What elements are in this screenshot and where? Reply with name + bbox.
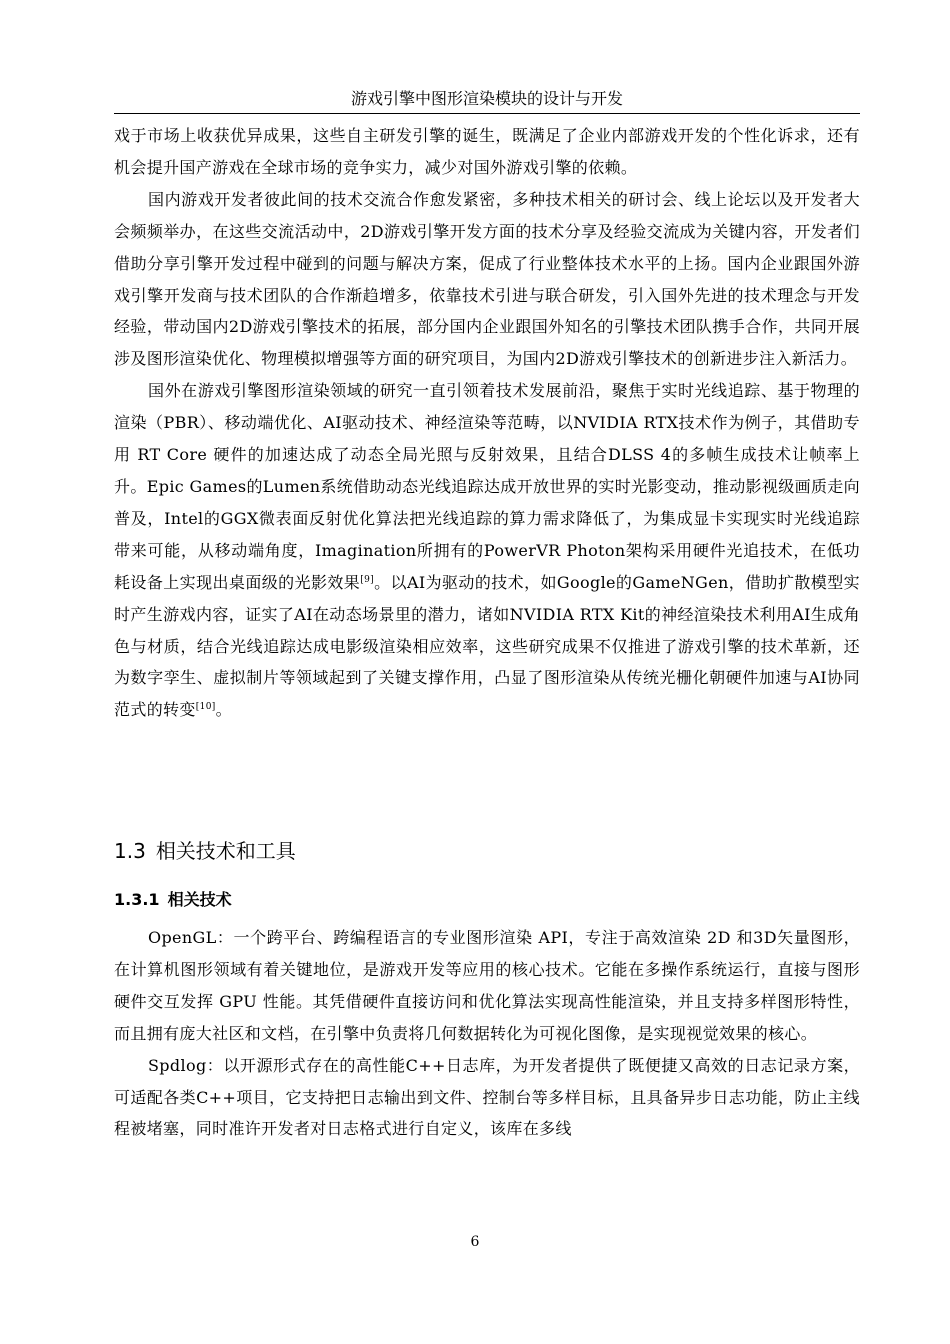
subsection-number: 1.3.1 [114, 890, 160, 909]
running-header: 游戏引擎中图形渲染模块的设计与开发 [350, 89, 623, 108]
header-rule [114, 113, 860, 114]
subsection-title: 相关技术 [167, 890, 232, 909]
paragraph-foreign-research-part2: 。以AI为驱动的技术，如Google的GameNGen，借助扩散模型实时产生游戏内容，证实了AI在动态场景里的潜力，诸如NVIDIA RTX Kit的神经渲染技术利用AI生成角色与材质，结合光线追踪达成电影级渲染相应效率，这些研究成果不仅推进了游戏引擎的技术革新，还为数字孪生、虚拟制片等领域起到了关键支撑作用，凸显了图形渲染从传统光栅化朝硬件加速与AI协同范式的转变 [114, 572, 860, 720]
citation-9: [9] [360, 574, 375, 585]
paragraph-foreign-research-part1: 国外在游戏引擎图形渲染领域的研究一直引领着技术发展前沿，聚焦于实时光线追踪、基于物理的渲染（PBR）、移动端优化、AI驱动技术、神经渲染等范畴，以NVIDIA RTX技术作为例子，其借助专用 RT Core 硬件的加速达成了动态全局光照与反射效果，且结合DLSS 4的多帧生成技术让帧率上升。Epic Games的Lumen系统借助动态光线追踪达成开放世界的实时光影变动，推动影视级画质走向普及，Intel的GGX微表面反射优化算法把光线追踪的算力需求降低了，为集成显卡实现实时光线追踪带来可能，从移动端角度，Imagination所拥有的PowerVR Photon架构采用硬件光追技术，在低功耗设备上实现出桌面级的光影效果 [114, 381, 860, 592]
paragraph-domestic-exchange: 国内游戏开发者彼此间的技术交流合作愈发紧密，多种技术相关的研讨会、线上论坛以及开发者大会频频举办，在这些交流活动中，2D游戏引擎开发方面的技术分享及经验交流成为关键内容，开发者们借助分享引擎开发过程中碰到的问题与解决方案，促成了行业整体技术水平的上扬。国内企业跟国外游戏引擎开发商与技术团队的合作渐趋增多，依靠技术引进与联合研发，引入国外先进的技术理念与开发经验，带动国内2D游戏引擎技术的拓展，部分国内企业跟国外知名的引擎技术团队携手合作，共同开展涉及图形渲染优化、物理模拟增强等方面的研究项目，为国内2D游戏引擎技术的创新进步注入新活力。 [114, 189, 860, 369]
body-text-upper [114, 120, 860, 726]
paragraph-opengl: OpenGL：一个跨平台、跨编程语言的专业图形渲染 API，专注于高效渲染 2D 和3D矢量图形，在计算机图形领域有着关键地位，是游戏开发等应用的核心技术。它能在多操作系统运行，直接与图形硬件交互发挥 GPU 性能。其凭借硬件直接访问和优化算法实现高性能渲染，并且支持多样图形特性，而且拥有庞大社区和文档，在引擎中负责将几何数据转化为可视化图像，是实现视觉效果的核心。 [114, 928, 860, 1043]
subsection-heading [114, 888, 232, 912]
paragraph-continued: 戏于市场上收获优异成果，这些自主研发引擎的诞生，既满足了企业内部游戏开发的个性化诉求，还有机会提升国产游戏在全球市场的竞争实力，减少对国外游戏引擎的依赖。 [114, 126, 860, 177]
citation-10: [10] [195, 702, 216, 713]
paragraph-spdlog: Spdlog：以开源形式存在的高性能C++日志库，为开发者提供了既便捷又高效的日志记录方案，可适配各类C++项目，它支持把日志输出到文件、控制台等多样目标，且具备异步日志功能，防止主线程被堵塞，同时准许开发者对日志格式进行自定义，该库在多线 [114, 1055, 860, 1139]
paragraph-foreign-research-end: 。 [215, 700, 232, 720]
section-heading [114, 837, 296, 865]
section-title: 相关技术和工具 [155, 839, 296, 863]
body-text-lower [114, 922, 860, 1145]
paragraph-foreign-research [114, 375, 860, 726]
page-number: 6 [470, 1234, 480, 1250]
section-number: 1.3 [114, 839, 146, 863]
